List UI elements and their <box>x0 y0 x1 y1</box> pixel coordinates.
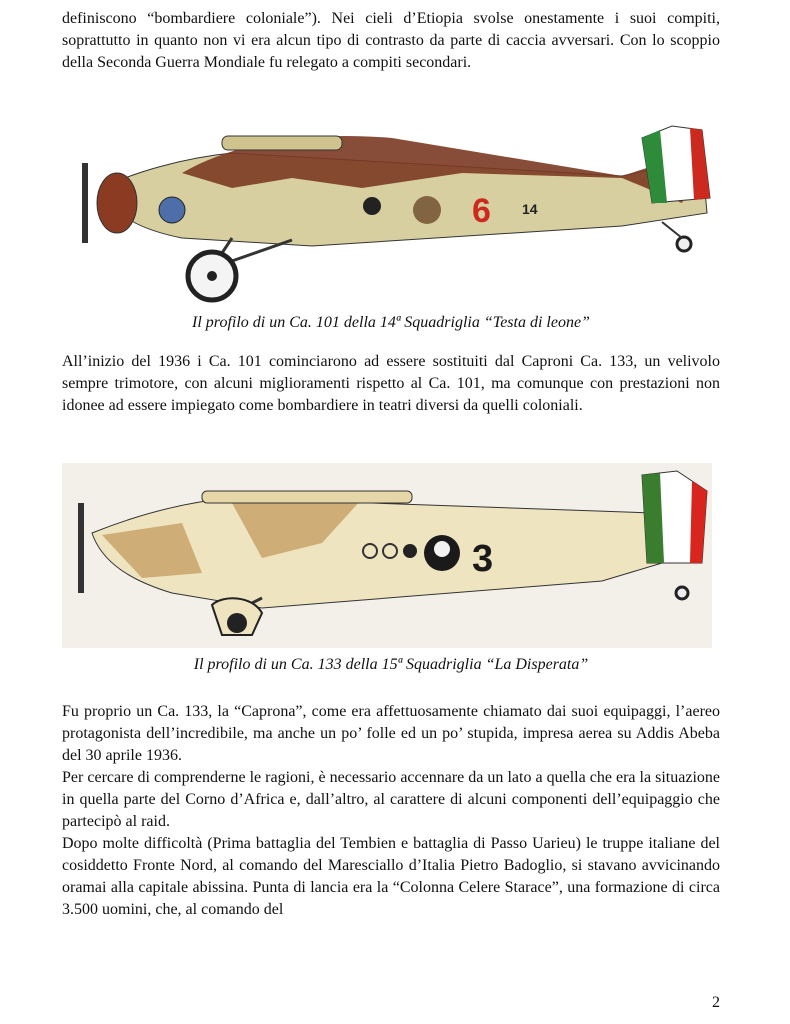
paragraph-5: Dopo molte difficoltà (Prima battaglia del Tembien e battaglia di Passo Uarieu) le truppe italiane del cosiddetto Fronte Nord, al comando del Maresciallo d’Italia Pietro Badoglio, si stavano avvicinando oramai alla capitale abissina. Punta di lancia era la “Colonna Celere Starace”, una formazione di circa 3.500 uomini, che, al comando del <box>62 835 720 918</box>
figure-2-caption: Il profilo di un Ca. 133 della 15ª Squadriglia “La Disperata” <box>193 656 589 673</box>
fuselage-number: 6 <box>472 192 491 230</box>
paragraph-1: definiscono “bombardiere coloniale”). Nei cieli d’Etiopia svolse onestamente i suoi compiti, soprattutto in quanto non vi era alcun tipo di contrasto da parte di caccia avversari. Con lo scoppio della Seconda Guerra Mondiale fu relegato a compiti secondari. <box>62 10 720 71</box>
squadron-number: 14 <box>522 201 538 217</box>
paragraph-2: All’inizio del 1936 i Ca. 101 cominciarono ad essere sostituiti dal Caproni Ca. 133, un velivolo sempre trimotore, con alcuni miglioramenti rispetto al Ca. 101, ma comunque con prestazioni non idonee ad essere impiegato come bombardiere in teatri diversi da quelli coloniali. <box>62 353 720 414</box>
aircraft-profile-ca101 <box>62 118 722 308</box>
paragraph-4: Per cercare di comprenderne le ragioni, è necessario accennare da un lato a quella che era la situazione in quella parte del Corno d’Africa e, dall’altro, al carattere di alcuni componenti dell’equipaggio che partecipò al raid. <box>62 769 720 830</box>
figure-1-caption: Il profilo di un Ca. 101 della 14ª Squadriglia “Testa di leone” <box>192 314 590 331</box>
paragraph-3: Fu proprio un Ca. 133, la “Caprona”, come era affettuosamente chiamato dai suoi equipaggi, l’aereo protagonista dell’incredibile, ma anche un po’ folle ed un po’ stupida, impresa aerea su Addis Abeba del 30 aprile 1936. <box>62 703 720 764</box>
aircraft-profile-ca133 <box>62 463 712 648</box>
ca101-illustration <box>62 118 722 308</box>
fuselage-number: 3 <box>472 538 494 580</box>
ca133-illustration <box>62 463 712 648</box>
page-number: 2 <box>712 994 720 1011</box>
